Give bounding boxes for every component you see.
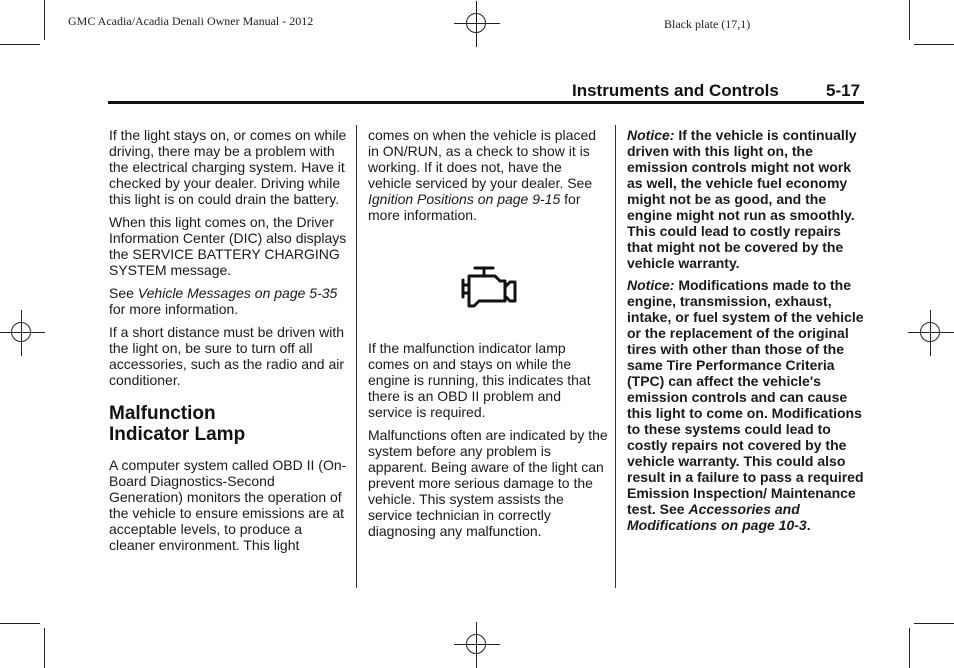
- notice-label: Notice:: [627, 127, 675, 143]
- manual-title: GMC Acadia/Acadia Denali Owner Manual - 2012: [68, 14, 314, 28]
- column-2: [368, 127, 604, 230]
- paragraph: If the light stays on, or comes on while driving, there may be a problem with the electrical charging system. Have it checked by your dealer. Driving while this light is on could drain the battery.: [109, 127, 347, 207]
- paragraph: If a short distance must be driven with the light on, be sure to turn off all accessories, such as the radio and air conditioner.: [109, 324, 345, 388]
- paragraph: A computer system called OBD II (On-Board Diagnostics-Second Generation) monitors the operation of the vehicle to ensure emissions are at acceptable levels, to produce a cleaner environment. This light: [109, 457, 347, 553]
- registration-mark: [908, 310, 954, 356]
- paragraph: If the malfunction indicator lamp comes on and stays on while the engine is running, this indicates that there is an OBD II problem and service is required.: [368, 340, 591, 420]
- crop-mark: [44, 628, 45, 668]
- notice-text: If the vehicle is continually driven with this light on, the emission controls might not work as well, the vehicle fuel economy might not be as good, and the engine might not run as smoothly. This could lead to costly repairs that might not be covered by the vehicle warranty.: [627, 127, 857, 271]
- crop-mark: [44, 0, 45, 40]
- crop-mark: [0, 44, 40, 45]
- page-number: 5-17: [826, 81, 861, 100]
- text: comes on when the vehicle is placed in ON/RUN, as a check to show it is working. If it does not, have the vehicle serviced by your dealer. See: [368, 127, 597, 191]
- paragraph: [368, 127, 604, 223]
- notice-paragraph: [627, 277, 867, 533]
- heading-line: Malfunction: [109, 403, 216, 424]
- text: See: [109, 285, 138, 301]
- column-divider: [356, 125, 357, 588]
- plate-label: Black plate (17,1): [664, 17, 751, 31]
- paragraph: Malfunctions often are indicated by the system before any problem is apparent. Being aware of the light can prevent more serious damage to the vehicle. This system assists the service technician in correctly diagnosing any malfunction.: [368, 427, 608, 539]
- column-3: [627, 127, 867, 539]
- notice-paragraph: [627, 127, 867, 271]
- column-2-lower: [368, 340, 608, 546]
- crop-mark: [0, 623, 40, 624]
- text: .: [806, 517, 811, 533]
- text: for more information.: [368, 191, 581, 223]
- registration-mark: [454, 622, 500, 668]
- crop-mark: [909, 0, 910, 40]
- section-title: Instruments and Controls: [572, 81, 779, 100]
- registration-mark: [0, 310, 45, 356]
- cross-reference-link[interactable]: Ignition Positions on page 9-15: [368, 191, 561, 207]
- notice-text: Modifications made to the engine, transmission, exhaust, intake, or fuel system of the vehicle or the replacement of the original tires with other than those of the same Tire Performance Criteria (TPC) can affect the vehicle's emission controls and can cause this light to come on. Modifications to these systems could lead to costly repairs not covered by the vehicle warranty. This could also result in a failure to pass a required Emission Inspection/ Maintenance test. See: [627, 277, 864, 517]
- cross-reference-link[interactable]: Accessories and Modifications on page 10-3: [627, 501, 807, 533]
- paragraph: When this light comes on, the Driver Information Center (DIC) also displays the SERVICE BATTERY CHARGING SYSTEM message.: [109, 214, 347, 278]
- column-1: [109, 127, 349, 560]
- text: for more information.: [109, 301, 239, 317]
- paragraph: [109, 285, 349, 317]
- heading-line: Indicator Lamp: [109, 424, 246, 445]
- column-divider: [615, 125, 616, 588]
- cross-reference-link[interactable]: Vehicle Messages on page 5-35: [137, 285, 338, 301]
- header-rule: [108, 101, 864, 104]
- crop-mark: [914, 44, 954, 45]
- notice-label: Notice:: [627, 277, 675, 293]
- crop-mark: [914, 623, 954, 624]
- section-heading: [109, 403, 349, 445]
- crop-mark: [909, 628, 910, 668]
- engine-icon: [455, 265, 521, 311]
- registration-mark: [454, 1, 500, 47]
